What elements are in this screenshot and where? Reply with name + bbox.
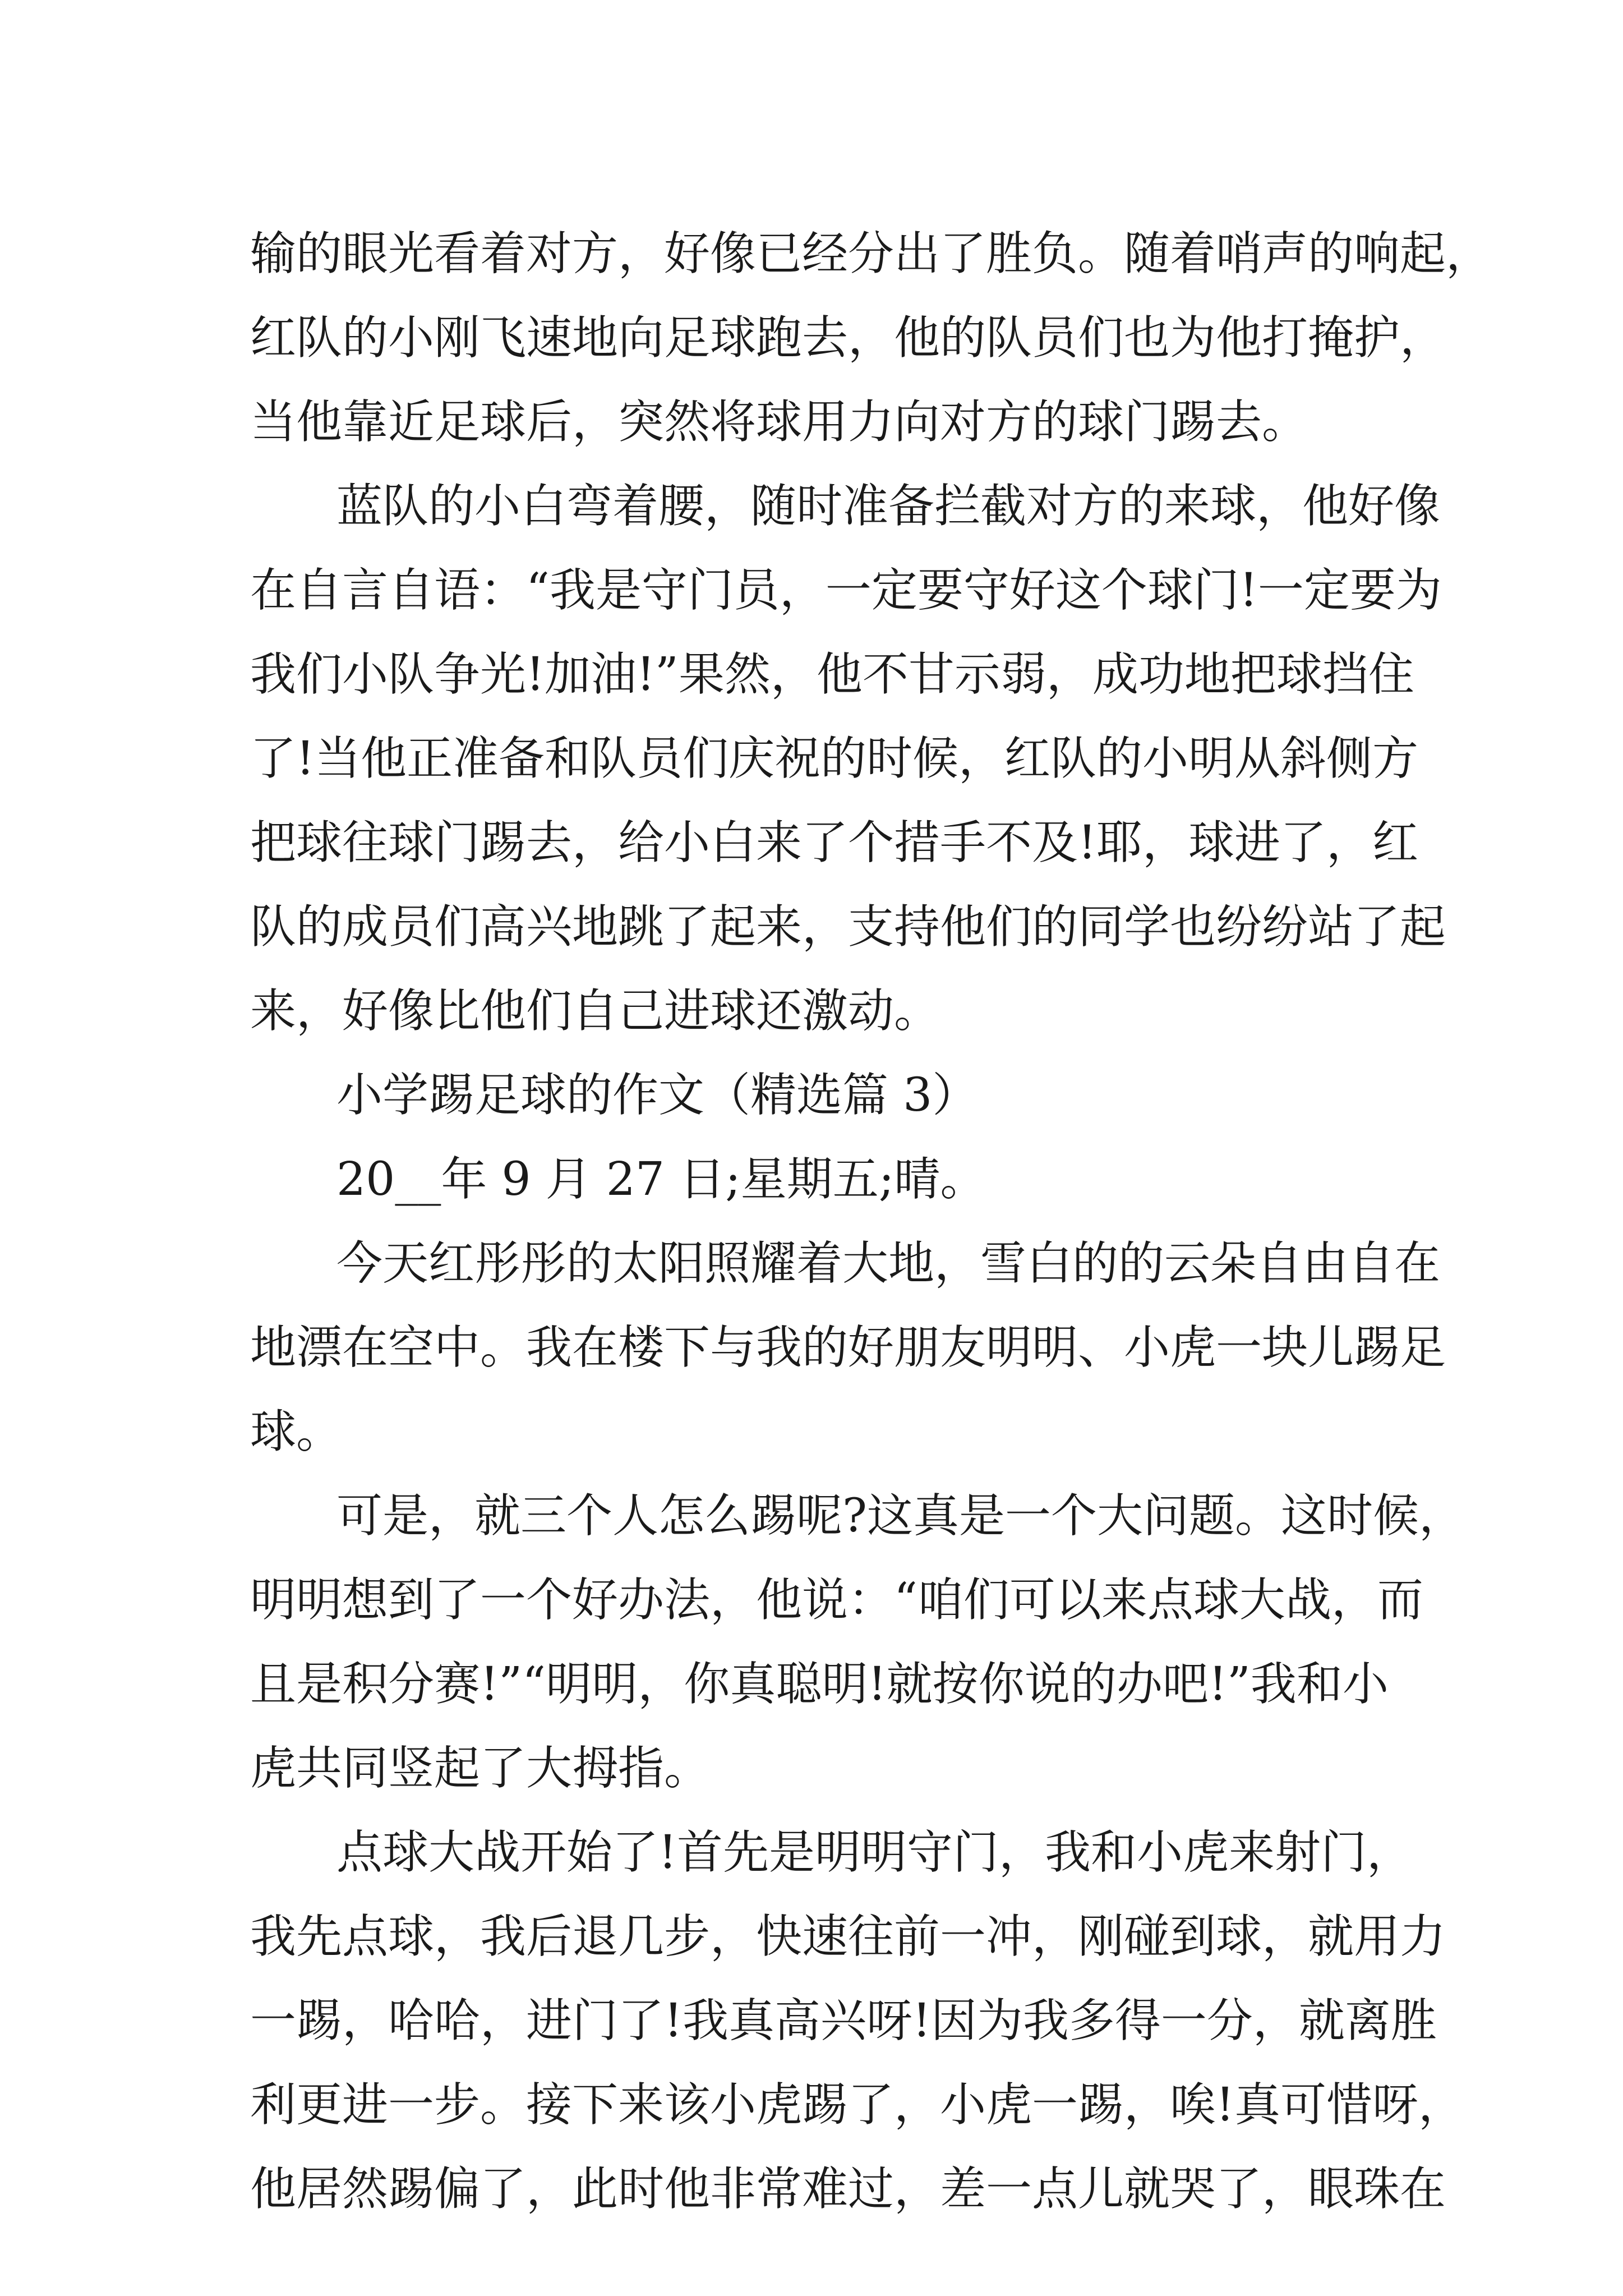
- text-line: 一踢，哈哈，进门了!我真高兴呀!因为我多得一分，就离胜: [250, 1994, 1437, 2047]
- text-line: 明明想到了一个好办法，他说：“咱们可以来点球大战，而: [250, 1573, 1423, 1627]
- text-line: 队的成员们高兴地跳了起来，支持他们的同学也纷纷站了起: [250, 900, 1446, 954]
- text-line: 利更进一步。接下来该小虎踢了，小虎一踢，唉!真可惜呀，: [250, 2078, 1464, 2132]
- text-line: 当他靠近足球后，突然将球用力向对方的球门踢去。: [250, 395, 1308, 449]
- text-line: 了!当他正准备和队员们庆祝的时候，红队的小明从斜侧方: [250, 732, 1418, 785]
- text-line: 在自言自语：“我是守门员，一定要守好这个球门!一定要为: [250, 564, 1442, 617]
- text-line: 今天红彤彤的太阳照耀着大地，雪白的的云朵自由自在: [336, 1237, 1441, 1290]
- text-line: 虎共同竖起了大拇指。: [250, 1742, 711, 1795]
- text-line: 我们小队争光!加油!”果然，他不甘示弱，成功地把球挡住: [250, 648, 1414, 701]
- text-line: 红队的小刚飞速地向足球跑去，他的队员们也为他打掩护，: [250, 311, 1446, 365]
- text-line: 球。: [250, 1405, 343, 1458]
- text-line: 地漂在空中。我在楼下与我的好朋友明明、小虎一块儿踢足: [250, 1321, 1446, 1374]
- text-line: 输的眼光看着对方，好像已经分出了胜负。随着哨声的响起，: [250, 227, 1492, 280]
- text-line: 把球往球门踢去，给小白来了个措手不及!耶，球进了，红: [250, 816, 1418, 869]
- text-line: 他居然踢偏了，此时他非常难过，差一点儿就哭了，眼珠在: [250, 2162, 1446, 2216]
- text-line: 且是积分赛!”“明明，你真聪明!就按你说的办吧!”我和小: [250, 1658, 1389, 1711]
- text-line: 点球大战开始了!首先是明明守门，我和小虎来射门，: [336, 1826, 1413, 1879]
- text-line: 来，好像比他们自己进球还激动。: [250, 984, 940, 1038]
- text-line: 我先点球，我后退几步，快速往前一冲，刚碰到球，就用力: [250, 1910, 1446, 1963]
- text-line: 可是，就三个人怎么踢呢?这真是一个大问题。这时候，: [336, 1489, 1465, 1543]
- text-line: 蓝队的小白弯着腰，随时准备拦截对方的来球，他好像: [336, 480, 1441, 533]
- section-heading: 小学踢足球的作文（精选篇 3）: [336, 1069, 979, 1122]
- diary-date-line: 20__年 9 月 27 日;星期五;晴。: [336, 1153, 986, 1206]
